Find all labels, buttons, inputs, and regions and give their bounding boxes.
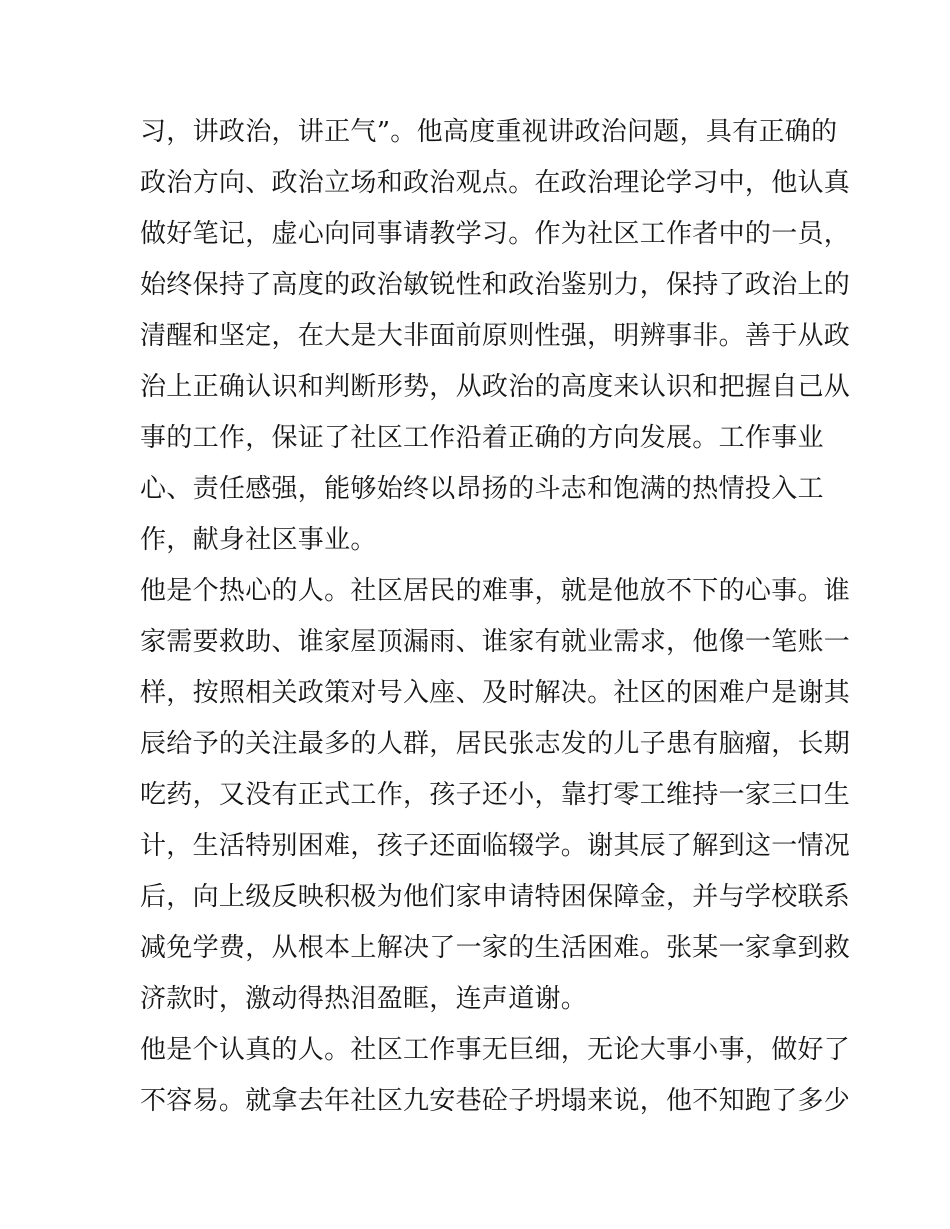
text-line: 吃药，又没有正式工作，孩子还小，靠打零工维持一家三口生: [140, 780, 851, 810]
text-line: 减免学费，从根本上解决了一家的生活困难。张某一家拿到救: [140, 933, 851, 963]
text-line: 家需要救助、谁家屋顶漏雨、谁家有就业需求，他像一笔账一: [140, 627, 851, 657]
text-line: 做好笔记，虚心向同事请教学习。作为社区工作者中的一员，: [140, 219, 851, 249]
text-line: 政治方向、政治立场和政治观点。在政治理论学习中，他认真: [140, 168, 851, 198]
text-line: 习，讲政治，讲正气”。他高度重视讲政治问题，具有正确的: [140, 117, 838, 147]
text-line: 辰给予的关注最多的人群，居民张志发的儿子患有脑瘤，长期: [140, 729, 851, 759]
text-line: 作，献身社区事业。: [140, 525, 377, 555]
text-line: 济款时，激动得热泪盈眶，连声道谢。: [140, 984, 588, 1014]
text-line: 计，生活特别困难，孩子还面临辍学。谢其辰了解到这一情况: [140, 831, 851, 861]
text-line: 始终保持了高度的政治敏锐性和政治鉴别力，保持了政治上的: [140, 270, 851, 300]
document-body: [140, 107, 851, 1127]
text-line: 样，按照相关政策对号入座、及时解决。社区的困难户是谢其: [140, 678, 851, 708]
text-line: 他是个认真的人。社区工作事无巨细，无论大事小事，做好了: [140, 1035, 851, 1065]
text-line: 治上正确认识和判断形势，从政治的高度来认识和把握自己从: [140, 372, 851, 402]
text-line: 心、责任感强，能够始终以昂扬的斗志和饱满的热情投入工: [140, 474, 824, 504]
text-line: 事的工作，保证了社区工作沿着正确的方向发展。工作事业: [140, 423, 824, 453]
text-line: 他是个热心的人。社区居民的难事，就是他放不下的心事。谁: [140, 576, 851, 606]
text-line: 清醒和坚定，在大是大非面前原则性强，明辨事非。善于从政: [140, 321, 851, 351]
text-line: 不容易。就拿去年社区九安巷砼子坍塌来说，他不知跑了多少: [140, 1086, 851, 1116]
text-line: 后，向上级反映积极为他们家申请特困保障金，并与学校联系: [140, 882, 851, 912]
